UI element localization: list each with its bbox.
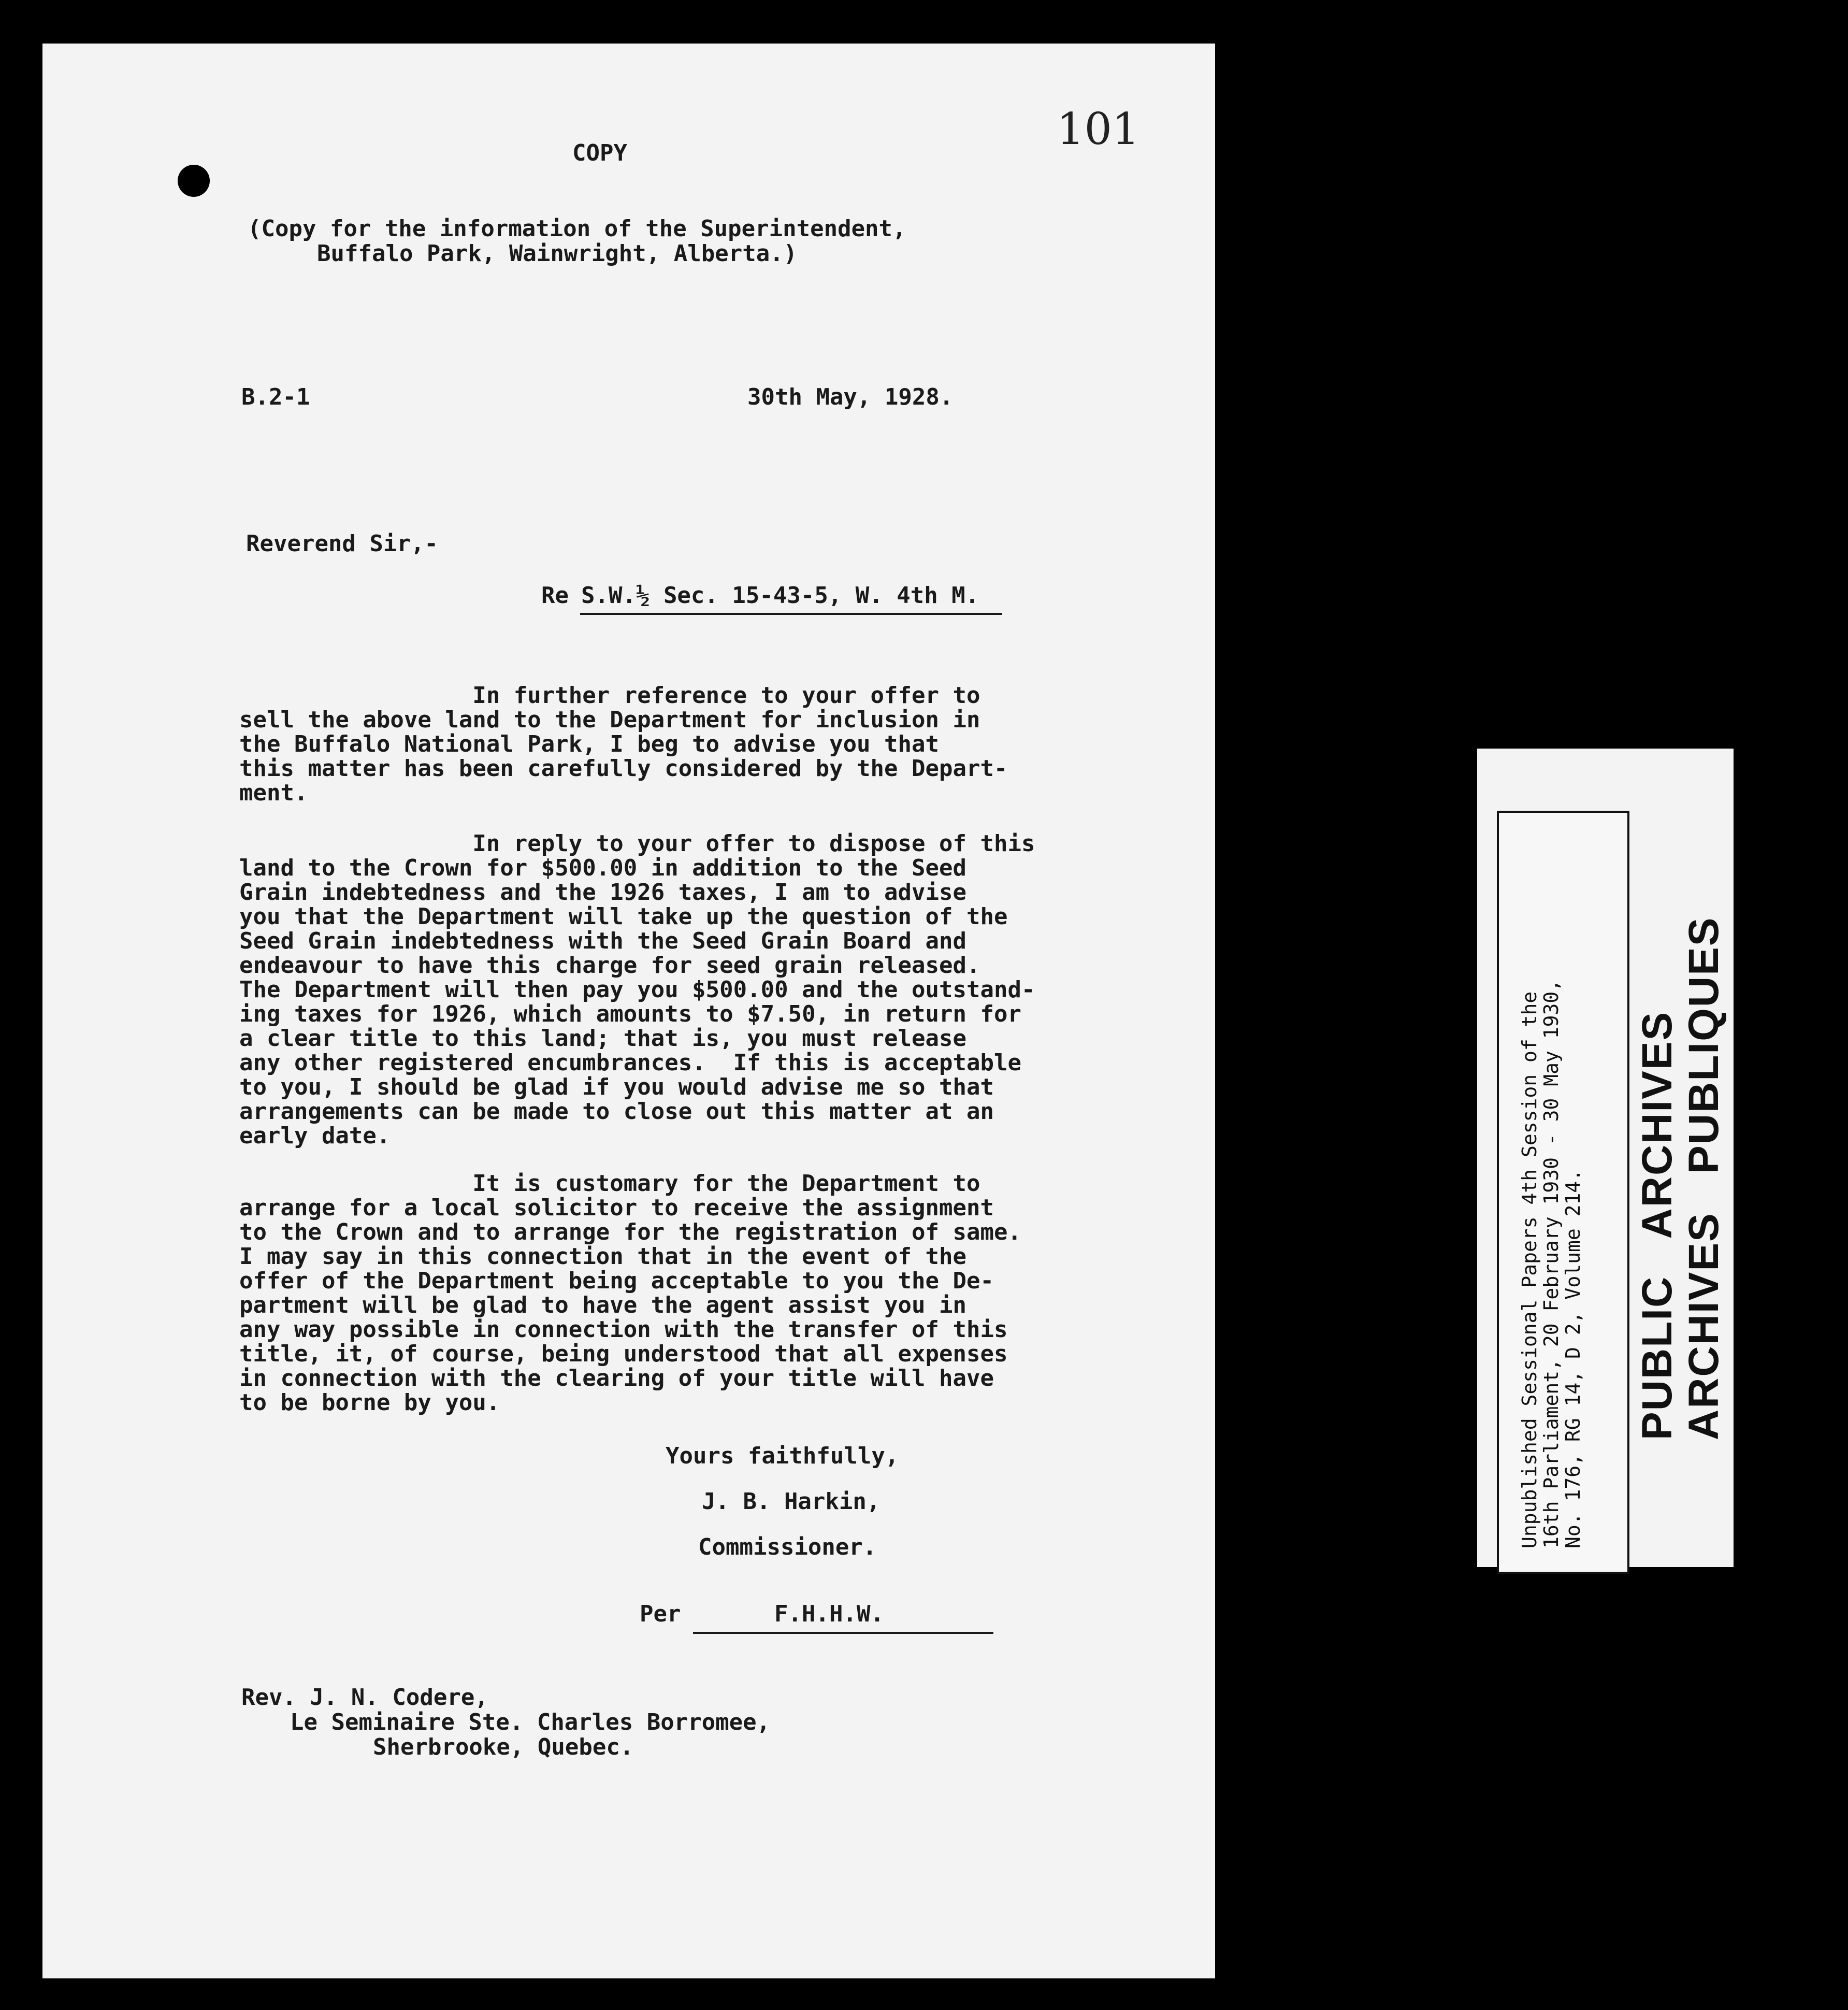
paragraph-line: to you, I should be glad if you would advise me so that (239, 1074, 994, 1100)
per-initials: F.H.H.W. (774, 1601, 884, 1627)
paragraph-line: In further reference to your offer to (239, 682, 980, 709)
paragraph-line: Grain indebtedness and the 1926 taxes, I am to advise (239, 879, 966, 906)
archive-label-text (1519, 834, 1584, 1548)
salutation: Reverend Sir,- (246, 530, 438, 557)
archive-label-line: 16th Parliament, 20 February 1930 - 30 May 1930, (1540, 979, 1563, 1548)
paragraph-line: Seed Grain indebtedness with the Seed Grain Board and (239, 928, 966, 954)
archive-label-line: No. 176, RG 14, D 2, Volume 214. (1562, 1169, 1584, 1548)
subject-underline (580, 613, 1002, 615)
copy-label: COPY (572, 140, 627, 166)
paragraph-line: In reply to your offer to dispose of this (239, 830, 1035, 857)
subject-text: S.W.½ Sec. 15-43-5, W. 4th M. (581, 582, 979, 609)
copy-note-line2: Buffalo Park, Wainwright, Alberta.) (317, 240, 798, 267)
paragraph-line: arrange for a local solicitor to receive the assignment (239, 1195, 994, 1221)
paragraph-line: any other registered encumbrances. If this is acceptable (239, 1050, 1021, 1076)
archive-stamp-line: PUBLIC ARCHIVES (1634, 1011, 1681, 1440)
archive-stamp-line: ARCHIVES PUBLIQUES (1680, 916, 1727, 1440)
signatory-name: J. B. Harkin, (702, 1488, 880, 1515)
paragraph-line: the Buffalo National Park, I beg to advise you that (239, 731, 940, 757)
recipient-line2: Le Seminaire Ste. Charles Borromee, (290, 1709, 771, 1735)
paragraph-line: ing taxes for 1926, which amounts to $7.50, in return for (239, 1001, 1021, 1027)
copy-note-line1: (Copy for the information of the Superintendent, (248, 216, 906, 242)
paragraph-line: It is customary for the Department to (239, 1170, 980, 1197)
page-number: 101 (1057, 104, 1140, 154)
paragraph-line: arrangements can be made to close out this matter at an (239, 1098, 994, 1125)
paragraph-line: a clear title to this land; that is, you must release (239, 1025, 966, 1052)
signature-line (693, 1632, 993, 1634)
paragraph-line: this matter has been carefully considered by the Depart- (239, 755, 1008, 782)
recipient-line3: Sherbrooke, Quebec. (373, 1734, 634, 1760)
paragraph-line: partment will be glad to have the agent assist you in (239, 1292, 966, 1318)
paragraph-line: I may say in this connection that in the event of the (239, 1243, 966, 1270)
paragraph-line: The Department will then pay you $500.00 and the outstand- (239, 977, 1035, 1003)
paragraph-line: ment. (239, 780, 308, 806)
archive-stamp (1634, 917, 1727, 1440)
archive-label-line: Unpublished Sessional Papers 4th Session of the (1518, 991, 1541, 1548)
paragraph-line: you that the Department will take up the question of the (239, 903, 1008, 930)
paragraph-line: to be borne by you. (239, 1389, 500, 1416)
subject-prefix: Re (541, 582, 569, 609)
paragraph-line: land to the Crown for $500.00 in addition to the Seed (239, 855, 966, 881)
paragraph-2 (239, 807, 1035, 1172)
paragraph-line: in connection with the clearing of your title will have (239, 1365, 994, 1391)
paragraph-line: to the Crown and to arrange for the registration of same. (239, 1219, 1021, 1245)
paragraph-line: any way possible in connection with the transfer of this (239, 1316, 1008, 1343)
recipient-line1: Rev. J. N. Codere, (241, 1684, 488, 1711)
valediction: Yours faithfully, (666, 1443, 899, 1469)
paragraph-3 (239, 1147, 1021, 1439)
paragraph-line: offer of the Department being acceptable to you the De- (239, 1268, 994, 1294)
paragraph-line: sell the above land to the Department for inclusion in (239, 707, 980, 733)
letter-date: 30th May, 1928. (747, 384, 954, 410)
per-label: Per (640, 1601, 681, 1627)
paragraph-line: title, it, of course, being understood that all expenses (239, 1341, 1008, 1367)
punch-hole (178, 165, 210, 197)
file-reference: B.2-1 (241, 384, 310, 410)
signatory-title: Commissioner. (698, 1534, 877, 1560)
archive-label-card (1497, 811, 1629, 1574)
paragraph-1 (239, 659, 1007, 829)
paragraph-line: early date. (239, 1123, 391, 1149)
paragraph-line: endeavour to have this charge for seed grain released. (239, 952, 980, 979)
